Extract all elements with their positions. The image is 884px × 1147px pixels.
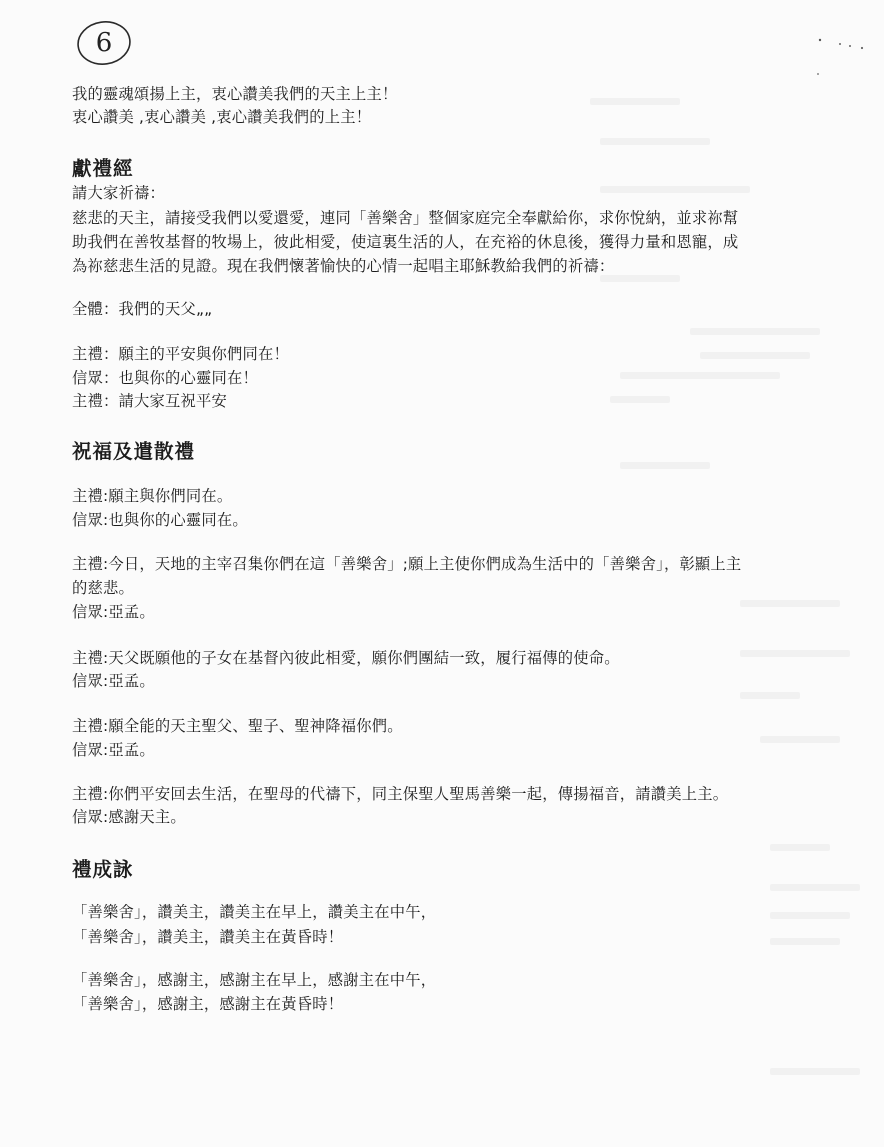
hymn-line: 「善樂舍」，感謝主，感謝主在早上，感謝主在中午， bbox=[72, 971, 437, 989]
show-through-text bbox=[610, 396, 670, 403]
show-through-text bbox=[590, 98, 680, 105]
show-through-text bbox=[770, 1068, 860, 1075]
page-number-text: 6 bbox=[95, 28, 113, 58]
dialogue-line: 信眾:亞孟。 bbox=[72, 741, 155, 759]
show-through-text bbox=[690, 328, 820, 335]
page-number bbox=[75, 18, 133, 68]
dialogue-line: 的慈悲。 bbox=[72, 579, 134, 597]
show-through-text bbox=[770, 884, 860, 891]
show-through-text bbox=[600, 186, 750, 193]
offertory-prayer-line: 助我們在善牧基督的牧場上，彼此相愛，使這裏生活的人，在充裕的休息後，獲得力量和恩寵，成 bbox=[72, 233, 739, 251]
show-through-text bbox=[740, 600, 840, 607]
show-through-text bbox=[760, 736, 840, 743]
dialogue-line: 信眾:也與你的心靈同在。 bbox=[72, 511, 248, 529]
dialogue-line: 主禮：願主的平安與你們同在！ bbox=[72, 345, 289, 363]
show-through-text bbox=[700, 352, 810, 359]
show-through-text bbox=[770, 912, 850, 919]
dialogue-line: 主禮:願全能的天主聖父、聖子、聖神降福你們。 bbox=[72, 717, 403, 735]
show-through-text bbox=[620, 372, 780, 379]
dialogue-line: 信眾:感謝天主。 bbox=[72, 808, 186, 826]
hymn-line: 「善樂舍」，讚美主，讚美主在早上，讚美主在中午， bbox=[72, 903, 437, 921]
all-response: 全體：我們的天父„„ bbox=[72, 300, 213, 318]
section-heading-blessing: 祝福及遣散禮 bbox=[72, 440, 196, 463]
dialogue-line: 主禮:你們平安回去生活，在聖母的代禱下，同主保聖人聖馬善樂一起，傳揚福音，請讚美上主。 bbox=[72, 785, 729, 803]
show-through-text bbox=[770, 938, 840, 945]
show-through-text bbox=[600, 138, 710, 145]
hymn-line: 「善樂舍」，讚美主，讚美主在黃昏時！ bbox=[72, 928, 344, 946]
hymn-line: 「善樂舍」，感謝主，感謝主在黃昏時！ bbox=[72, 995, 344, 1013]
hymn-line: 衷心讚美 ,衷心讚美 ,衷心讚美我們的上主！ bbox=[72, 108, 372, 126]
dialogue-line: 主禮:天父既願他的子女在基督內彼此相愛，願你們團結一致，履行福傳的使命。 bbox=[72, 649, 620, 667]
offertory-invite: 請大家祈禱： bbox=[72, 184, 165, 202]
dialogue-line: 主禮：請大家互祝平安 bbox=[72, 392, 227, 410]
dialogue-line: 主禮:今日，天地的主宰召集你們在這「善樂舍」;願上主使你們成為生活中的「善樂舍」，彰顯上主 bbox=[72, 555, 742, 573]
show-through-text bbox=[620, 462, 710, 469]
offertory-prayer-line: 慈悲的天主，請接受我們以愛還愛，連同「善樂舍」整個家庭完全奉獻給你，求你悅納，並求祢幫 bbox=[72, 209, 739, 227]
section-heading-recessional: 禮成詠 bbox=[72, 858, 134, 881]
scan-specks-icon bbox=[815, 36, 875, 86]
dialogue-line: 信眾:亞孟。 bbox=[72, 672, 155, 690]
show-through-text bbox=[740, 692, 800, 699]
hymn-line: 我的靈魂頌揚上主，衷心讚美我們的天主上主！ bbox=[72, 85, 398, 103]
dialogue-line: 信眾：也與你的心靈同在！ bbox=[72, 369, 258, 387]
show-through-text bbox=[770, 844, 830, 851]
offertory-prayer-line: 為祢慈悲生活的見證。現在我們懷著愉快的心情一起唱主耶穌教給我們的祈禱： bbox=[72, 257, 615, 275]
show-through-text bbox=[740, 650, 850, 657]
dialogue-line: 主禮:願主與你們同在。 bbox=[72, 487, 233, 505]
dialogue-line: 信眾:亞孟。 bbox=[72, 603, 155, 621]
section-heading-offertory: 獻禮經 bbox=[72, 157, 134, 180]
